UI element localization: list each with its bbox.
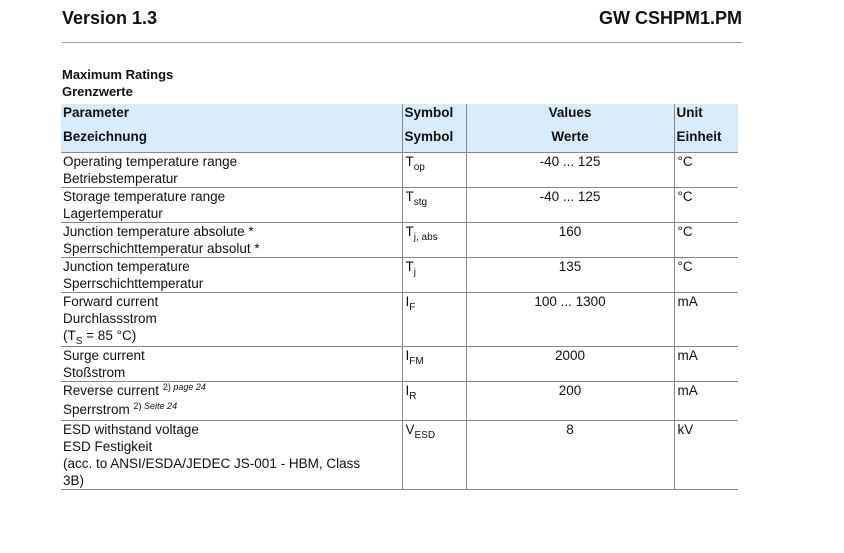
symbol-cell bbox=[402, 382, 466, 421]
header-unit: Unit bbox=[674, 104, 738, 128]
symbol: I bbox=[405, 383, 410, 398]
symbol-subscript: j, abs bbox=[413, 232, 438, 243]
param-cell bbox=[61, 153, 402, 188]
value-cell: -40 ... 125 bbox=[466, 153, 674, 188]
value-cell: 8 bbox=[466, 421, 674, 490]
param-note: (acc. to ANSI/ESDA/JEDEC JS-001 - HBM, Class bbox=[63, 456, 361, 471]
unit-cell: °C bbox=[674, 223, 738, 258]
param-en-line bbox=[63, 382, 400, 401]
param-cell bbox=[61, 421, 402, 490]
param-en: Forward current bbox=[63, 294, 159, 309]
param-en: ESD withstand voltage bbox=[63, 422, 199, 437]
value-cell: -40 ... 125 bbox=[466, 188, 674, 223]
param-en: Junction temperature bbox=[63, 259, 190, 274]
footnote-number: 2) bbox=[133, 401, 142, 411]
value-cell: 135 bbox=[466, 258, 674, 293]
section-title-de: Grenzwerte bbox=[62, 84, 133, 99]
table-header-row-de bbox=[61, 128, 738, 153]
param-en: Storage temperature range bbox=[63, 189, 226, 204]
section-title-en: Maximum Ratings bbox=[62, 67, 174, 82]
param-de: Lagertemperatur bbox=[63, 206, 163, 221]
condition-subscript: S bbox=[75, 336, 83, 347]
symbol: T bbox=[405, 154, 414, 169]
symbol-subscript: j bbox=[413, 267, 416, 278]
unit-cell: mA bbox=[674, 347, 738, 382]
symbol-cell bbox=[402, 188, 466, 223]
param-note-cont: 3B) bbox=[63, 473, 85, 488]
param-en: Junction temperature absolute * bbox=[63, 224, 254, 239]
condition-prefix: (T bbox=[63, 328, 76, 343]
value-cell: 2000 bbox=[466, 347, 674, 382]
param-cell bbox=[61, 347, 402, 382]
header-parameter: Parameter bbox=[61, 104, 402, 128]
param-de: Sperrstrom bbox=[63, 402, 130, 417]
version-label: Version 1.3 bbox=[62, 8, 158, 28]
header-divider bbox=[62, 42, 742, 43]
condition-suffix: = 85 °C) bbox=[82, 328, 137, 343]
unit-cell: kV bbox=[674, 421, 738, 490]
symbol: V bbox=[405, 422, 415, 437]
symbol-subscript: F bbox=[409, 302, 416, 313]
table-row bbox=[61, 293, 738, 347]
symbol-cell bbox=[402, 347, 466, 382]
param-de: Betriebstemperatur bbox=[63, 171, 178, 186]
symbol-subscript: op bbox=[413, 162, 425, 173]
param-en: Surge current bbox=[63, 348, 145, 363]
header-values: Values bbox=[466, 104, 674, 128]
unit-cell: °C bbox=[674, 188, 738, 223]
header-werte: Werte bbox=[466, 128, 674, 153]
param-en: Operating temperature range bbox=[63, 154, 238, 169]
header-bezeichnung: Bezeichnung bbox=[61, 128, 402, 153]
symbol-subscript: stg bbox=[413, 197, 428, 208]
table-header-row-en bbox=[61, 104, 738, 128]
param-de-line bbox=[63, 401, 400, 420]
unit-cell: °C bbox=[674, 258, 738, 293]
symbol: T bbox=[405, 224, 414, 239]
unit-cell: °C bbox=[674, 153, 738, 188]
symbol-subscript: FM bbox=[409, 356, 424, 367]
symbol-cell bbox=[402, 258, 466, 293]
header-einheit: Einheit bbox=[674, 128, 738, 153]
maximum-ratings-table bbox=[61, 104, 738, 490]
document-id: GW CSHPM1.PM bbox=[598, 8, 742, 28]
footnote-ref-en bbox=[163, 382, 206, 392]
table-row bbox=[61, 347, 738, 382]
param-de: Sperrschichttemperatur absolut * bbox=[63, 241, 260, 256]
symbol-subscript: R bbox=[409, 391, 417, 402]
param-de: Stoßstrom bbox=[63, 365, 126, 380]
footnote-page: page 24 bbox=[170, 382, 206, 392]
footnote-number: 2) bbox=[162, 382, 171, 392]
symbol: T bbox=[405, 189, 414, 204]
value-cell: 160 bbox=[466, 223, 674, 258]
section-title bbox=[62, 66, 173, 100]
table-row bbox=[61, 382, 738, 421]
unit-cell: mA bbox=[674, 293, 738, 347]
symbol-cell bbox=[402, 293, 466, 347]
param-en: Reverse current bbox=[63, 383, 160, 398]
table-row bbox=[61, 223, 738, 258]
param-cell bbox=[61, 223, 402, 258]
header-symbol: Symbol bbox=[402, 104, 466, 128]
footnote-page: Seite 24 bbox=[141, 401, 178, 411]
symbol: I bbox=[405, 294, 410, 309]
symbol-cell bbox=[402, 421, 466, 490]
param-de: ESD Festigkeit bbox=[63, 439, 153, 454]
table-row bbox=[61, 153, 738, 188]
symbol: I bbox=[405, 348, 410, 363]
param-cell bbox=[61, 188, 402, 223]
symbol-cell bbox=[402, 153, 466, 188]
table-row bbox=[61, 421, 738, 490]
table-row bbox=[61, 188, 738, 223]
test-condition bbox=[63, 327, 400, 346]
value-cell: 200 bbox=[466, 382, 674, 421]
symbol-subscript: ESD bbox=[414, 430, 436, 441]
param-de: Durchlassstrom bbox=[63, 311, 157, 326]
param-cell bbox=[61, 382, 402, 421]
param-cell bbox=[61, 293, 402, 347]
param-de: Sperrschichttemperatur bbox=[63, 276, 204, 291]
param-cell bbox=[61, 258, 402, 293]
footnote-ref-de bbox=[134, 401, 178, 411]
symbol-cell bbox=[402, 223, 466, 258]
unit-cell: mA bbox=[674, 382, 738, 421]
table-row bbox=[61, 258, 738, 293]
header-symbol-de: Symbol bbox=[402, 128, 466, 153]
symbol: T bbox=[405, 259, 414, 274]
page-header bbox=[62, 8, 742, 32]
value-cell: 100 ... 1300 bbox=[466, 293, 674, 347]
